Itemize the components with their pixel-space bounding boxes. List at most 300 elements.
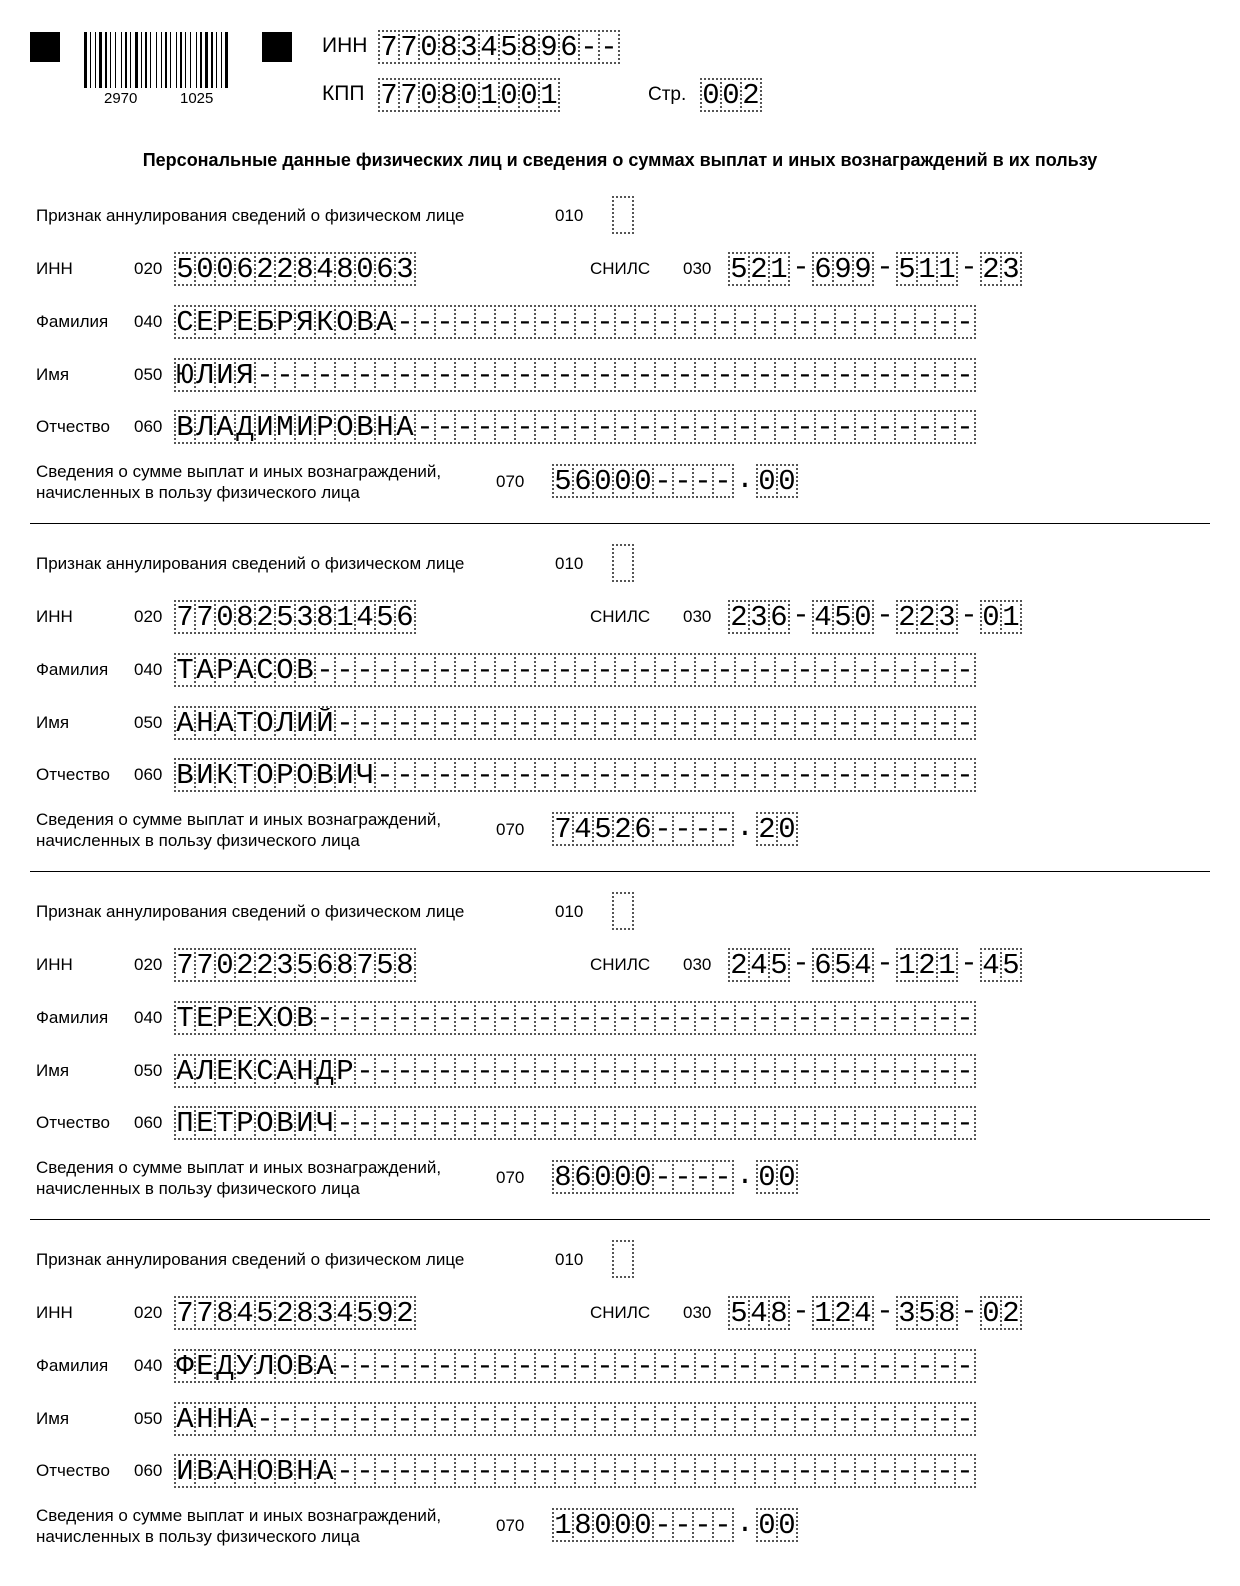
person-3-firstname-cell[interactable]: -	[814, 1054, 836, 1088]
person-4-lastname-cell[interactable]: -	[494, 1349, 516, 1383]
person-1-lastname-cell[interactable]: -	[634, 305, 656, 339]
person-3-patronymic-cell[interactable]: О	[254, 1106, 276, 1140]
person-2-lastname-cell[interactable]: -	[314, 653, 336, 687]
person-4-firstname-cell[interactable]: -	[354, 1402, 376, 1436]
header-inn-cell[interactable]: 3	[458, 30, 480, 64]
person-2-patronymic-cell[interactable]: -	[894, 758, 916, 792]
person-2-inn-cell[interactable]: 8	[314, 600, 336, 634]
person-1-snils-cell[interactable]: 9	[852, 252, 874, 286]
person-3-inn-cell[interactable]: 5	[374, 948, 396, 982]
person-3-patronymic-cell[interactable]: -	[554, 1106, 576, 1140]
person-4-firstname-cell[interactable]: -	[394, 1402, 416, 1436]
person-1-lastname-cell[interactable]: Р	[274, 305, 296, 339]
person-2-lastname-cell[interactable]: -	[354, 653, 376, 687]
person-2-lastname-cell[interactable]: А	[194, 653, 216, 687]
person-4-firstname-cell[interactable]: -	[614, 1402, 636, 1436]
person-3-firstname-cell[interactable]: Р	[334, 1054, 356, 1088]
person-2-patronymic-cell[interactable]: В	[174, 758, 196, 792]
person-1-snils-cell[interactable]: 1	[916, 252, 938, 286]
person-1-patronymic-cell[interactable]: Н	[374, 410, 396, 444]
person-2-snils-cell[interactable]: 6	[768, 600, 790, 634]
person-1-lastname-cell[interactable]: -	[614, 305, 636, 339]
person-1-patronymic-cell[interactable]: И	[254, 410, 276, 444]
person-3-patronymic-cell[interactable]: -	[694, 1106, 716, 1140]
person-2-inn-cell[interactable]: 4	[354, 600, 376, 634]
person-4-firstname-cell[interactable]: -	[634, 1402, 656, 1436]
person-4-firstname-cell[interactable]: -	[274, 1402, 296, 1436]
person-4-firstname-cell[interactable]: -	[894, 1402, 916, 1436]
header-inn-cell[interactable]: 8	[438, 30, 460, 64]
person-1-amount-int-cell[interactable]: -	[672, 464, 694, 498]
person-4-amount-int-cell[interactable]: 1	[552, 1508, 574, 1542]
person-3-lastname-cell[interactable]: -	[594, 1001, 616, 1035]
person-4-patronymic-cell[interactable]: -	[474, 1454, 496, 1488]
person-1-patronymic-cell[interactable]: -	[834, 410, 856, 444]
person-2-firstname-cell[interactable]: -	[434, 706, 456, 740]
person-3-patronymic-cell[interactable]: -	[634, 1106, 656, 1140]
person-1-amount-int-cell[interactable]: -	[652, 464, 674, 498]
person-1-patronymic-cell[interactable]: -	[854, 410, 876, 444]
header-inn-cell[interactable]: 7	[398, 30, 420, 64]
person-2-lastname-cell[interactable]: -	[434, 653, 456, 687]
person-3-patronymic-cell[interactable]: -	[434, 1106, 456, 1140]
person-3-lastname-cell[interactable]: Е	[194, 1001, 216, 1035]
person-3-lastname-cell[interactable]: -	[674, 1001, 696, 1035]
person-4-firstname-cell[interactable]: -	[334, 1402, 356, 1436]
person-2-firstname-cell[interactable]: -	[954, 706, 976, 740]
person-2-patronymic-cell[interactable]: -	[494, 758, 516, 792]
person-2-snils-cell[interactable]: 3	[748, 600, 770, 634]
person-4-lastname-cell[interactable]: -	[474, 1349, 496, 1383]
person-3-lastname-cell[interactable]: -	[514, 1001, 536, 1035]
person-3-patronymic-cell[interactable]: И	[294, 1106, 316, 1140]
person-1-firstname-cell[interactable]: -	[394, 358, 416, 392]
person-2-firstname-cell[interactable]: -	[774, 706, 796, 740]
person-4-firstname-cell[interactable]: -	[794, 1402, 816, 1436]
person-1-lastname-cell[interactable]: -	[954, 305, 976, 339]
person-1-patronymic-cell[interactable]: -	[594, 410, 616, 444]
person-3-amount-int-cell[interactable]: -	[712, 1160, 734, 1194]
person-4-patronymic-cell[interactable]: -	[514, 1454, 536, 1488]
person-4-patronymic-cell[interactable]: -	[834, 1454, 856, 1488]
person-2-patronymic-cell[interactable]: -	[374, 758, 396, 792]
person-2-patronymic-cell[interactable]: -	[914, 758, 936, 792]
person-2-patronymic-cell[interactable]: -	[854, 758, 876, 792]
person-3-firstname-cell[interactable]: -	[774, 1054, 796, 1088]
person-1-patronymic-cell[interactable]: -	[754, 410, 776, 444]
person-3-firstname-cell[interactable]: С	[254, 1054, 276, 1088]
person-3-firstname-cell[interactable]: -	[834, 1054, 856, 1088]
person-1-patronymic-cell[interactable]: -	[534, 410, 556, 444]
person-3-lastname-cell[interactable]: -	[474, 1001, 496, 1035]
person-1-lastname-cell[interactable]: А	[374, 305, 396, 339]
person-3-snils-cell[interactable]: 5	[1000, 948, 1022, 982]
person-2-lastname-cell[interactable]: -	[334, 653, 356, 687]
person-3-lastname-cell[interactable]: -	[554, 1001, 576, 1035]
person-1-patronymic-cell[interactable]: -	[614, 410, 636, 444]
person-4-patronymic-cell[interactable]: В	[194, 1454, 216, 1488]
person-3-annul-cell[interactable]	[612, 892, 634, 930]
person-3-lastname-cell[interactable]: -	[634, 1001, 656, 1035]
header-inn-cell[interactable]: 9	[538, 30, 560, 64]
person-4-firstname-cell[interactable]: А	[174, 1402, 196, 1436]
person-3-lastname-cell[interactable]: -	[874, 1001, 896, 1035]
person-2-lastname-cell[interactable]: А	[234, 653, 256, 687]
person-3-firstname-cell[interactable]: А	[174, 1054, 196, 1088]
person-4-amount-int-cell[interactable]: 0	[612, 1508, 634, 1542]
person-1-firstname-cell[interactable]: -	[494, 358, 516, 392]
person-2-lastname-cell[interactable]: -	[654, 653, 676, 687]
person-2-patronymic-cell[interactable]: -	[614, 758, 636, 792]
person-4-lastname-cell[interactable]: -	[774, 1349, 796, 1383]
person-2-firstname-cell[interactable]: -	[834, 706, 856, 740]
person-3-firstname-cell[interactable]: -	[374, 1054, 396, 1088]
person-1-snils-cell[interactable]: 2	[748, 252, 770, 286]
person-2-patronymic-cell[interactable]: -	[394, 758, 416, 792]
person-4-patronymic-cell[interactable]: В	[274, 1454, 296, 1488]
person-1-lastname-cell[interactable]: -	[654, 305, 676, 339]
person-4-firstname-cell[interactable]: -	[854, 1402, 876, 1436]
person-4-patronymic-cell[interactable]: -	[714, 1454, 736, 1488]
person-1-firstname-cell[interactable]: -	[654, 358, 676, 392]
person-4-snils-cell[interactable]: 8	[768, 1296, 790, 1330]
person-3-lastname-cell[interactable]: -	[654, 1001, 676, 1035]
person-4-lastname-cell[interactable]: -	[374, 1349, 396, 1383]
person-3-snils-cell[interactable]: 5	[768, 948, 790, 982]
person-4-firstname-cell[interactable]: -	[374, 1402, 396, 1436]
person-2-patronymic-cell[interactable]: -	[714, 758, 736, 792]
person-4-firstname-cell[interactable]: -	[914, 1402, 936, 1436]
person-1-lastname-cell[interactable]: Е	[234, 305, 256, 339]
person-2-inn-cell[interactable]: 7	[194, 600, 216, 634]
person-2-patronymic-cell[interactable]: -	[434, 758, 456, 792]
person-2-firstname-cell[interactable]: -	[614, 706, 636, 740]
person-3-inn-cell[interactable]: 0	[214, 948, 236, 982]
person-2-patronymic-cell[interactable]: -	[454, 758, 476, 792]
person-4-patronymic-cell[interactable]: -	[354, 1454, 376, 1488]
person-3-patronymic-cell[interactable]: П	[174, 1106, 196, 1140]
person-4-patronymic-cell[interactable]: -	[594, 1454, 616, 1488]
person-2-firstname-cell[interactable]: -	[674, 706, 696, 740]
person-1-snils-cell[interactable]: 2	[980, 252, 1002, 286]
person-4-inn-cell[interactable]: 5	[354, 1296, 376, 1330]
person-2-lastname-cell[interactable]: -	[714, 653, 736, 687]
person-4-amount-int-cell[interactable]: 0	[632, 1508, 654, 1542]
person-1-firstname-cell[interactable]: -	[534, 358, 556, 392]
person-1-patronymic-cell[interactable]: -	[794, 410, 816, 444]
person-2-lastname-cell[interactable]: О	[274, 653, 296, 687]
person-4-snils-cell[interactable]: 0	[980, 1296, 1002, 1330]
person-2-firstname-cell[interactable]: -	[394, 706, 416, 740]
person-2-lastname-cell[interactable]: -	[694, 653, 716, 687]
person-4-amount-int-cell[interactable]: -	[712, 1508, 734, 1542]
person-1-inn-cell[interactable]: 0	[354, 252, 376, 286]
header-page-cell[interactable]: 2	[740, 78, 762, 112]
person-3-patronymic-cell[interactable]: -	[574, 1106, 596, 1140]
person-2-snils-cell[interactable]: 2	[916, 600, 938, 634]
person-3-lastname-cell[interactable]: -	[434, 1001, 456, 1035]
person-4-lastname-cell[interactable]: -	[794, 1349, 816, 1383]
person-4-lastname-cell[interactable]: -	[634, 1349, 656, 1383]
person-2-patronymic-cell[interactable]: К	[214, 758, 236, 792]
person-3-firstname-cell[interactable]: -	[954, 1054, 976, 1088]
person-3-firstname-cell[interactable]: -	[694, 1054, 716, 1088]
person-3-lastname-cell[interactable]: -	[774, 1001, 796, 1035]
person-4-snils-cell[interactable]: 5	[728, 1296, 750, 1330]
person-3-firstname-cell[interactable]: -	[934, 1054, 956, 1088]
person-2-firstname-cell[interactable]: -	[534, 706, 556, 740]
person-4-lastname-cell[interactable]: О	[274, 1349, 296, 1383]
person-4-patronymic-cell[interactable]: -	[674, 1454, 696, 1488]
person-4-firstname-cell[interactable]: Н	[214, 1402, 236, 1436]
person-3-amount-int-cell[interactable]: -	[652, 1160, 674, 1194]
person-3-firstname-cell[interactable]: -	[534, 1054, 556, 1088]
person-4-patronymic-cell[interactable]: -	[394, 1454, 416, 1488]
person-4-firstname-cell[interactable]: -	[834, 1402, 856, 1436]
person-2-firstname-cell[interactable]: -	[494, 706, 516, 740]
person-2-snils-cell[interactable]: 2	[896, 600, 918, 634]
person-1-firstname-cell[interactable]: -	[374, 358, 396, 392]
person-3-inn-cell[interactable]: 7	[174, 948, 196, 982]
person-2-amount-int-cell[interactable]: 5	[592, 812, 614, 846]
person-2-firstname-cell[interactable]: -	[454, 706, 476, 740]
person-2-firstname-cell[interactable]: -	[754, 706, 776, 740]
person-1-amount-int-cell[interactable]: 0	[592, 464, 614, 498]
person-1-lastname-cell[interactable]: В	[354, 305, 376, 339]
person-2-lastname-cell[interactable]: -	[614, 653, 636, 687]
person-1-patronymic-cell[interactable]: -	[774, 410, 796, 444]
person-1-lastname-cell[interactable]: -	[514, 305, 536, 339]
person-4-patronymic-cell[interactable]: -	[874, 1454, 896, 1488]
person-4-patronymic-cell[interactable]: -	[434, 1454, 456, 1488]
person-1-inn-cell[interactable]: 3	[394, 252, 416, 286]
person-2-lastname-cell[interactable]: -	[634, 653, 656, 687]
person-1-lastname-cell[interactable]: -	[454, 305, 476, 339]
person-2-firstname-cell[interactable]: А	[174, 706, 196, 740]
person-1-firstname-cell[interactable]: -	[334, 358, 356, 392]
person-1-patronymic-cell[interactable]: -	[474, 410, 496, 444]
person-1-inn-cell[interactable]: 8	[294, 252, 316, 286]
header-kpp-cell[interactable]: 0	[418, 78, 440, 112]
person-3-patronymic-cell[interactable]: -	[374, 1106, 396, 1140]
person-2-firstname-cell[interactable]: -	[514, 706, 536, 740]
person-3-lastname-cell[interactable]: -	[494, 1001, 516, 1035]
header-inn-cell[interactable]: 0	[418, 30, 440, 64]
person-1-firstname-cell[interactable]: -	[874, 358, 896, 392]
person-1-lastname-cell[interactable]: -	[834, 305, 856, 339]
person-4-patronymic-cell[interactable]: -	[694, 1454, 716, 1488]
person-4-patronymic-cell[interactable]: -	[554, 1454, 576, 1488]
person-1-lastname-cell[interactable]: С	[174, 305, 196, 339]
person-4-patronymic-cell[interactable]: А	[214, 1454, 236, 1488]
person-1-patronymic-cell[interactable]: -	[634, 410, 656, 444]
person-4-inn-cell[interactable]: 8	[294, 1296, 316, 1330]
person-1-patronymic-cell[interactable]: -	[674, 410, 696, 444]
person-3-patronymic-cell[interactable]: -	[734, 1106, 756, 1140]
person-3-patronymic-cell[interactable]: -	[654, 1106, 676, 1140]
person-4-snils-cell[interactable]: 5	[916, 1296, 938, 1330]
person-4-lastname-cell[interactable]: -	[654, 1349, 676, 1383]
person-4-firstname-cell[interactable]: -	[734, 1402, 756, 1436]
person-3-patronymic-cell[interactable]: В	[274, 1106, 296, 1140]
person-3-snils-cell[interactable]: 1	[936, 948, 958, 982]
person-1-patronymic-cell[interactable]: -	[454, 410, 476, 444]
person-2-patronymic-cell[interactable]: -	[534, 758, 556, 792]
person-1-patronymic-cell[interactable]: -	[714, 410, 736, 444]
person-4-firstname-cell[interactable]: -	[414, 1402, 436, 1436]
person-1-inn-cell[interactable]: 2	[274, 252, 296, 286]
person-2-inn-cell[interactable]: 3	[294, 600, 316, 634]
person-4-lastname-cell[interactable]: -	[514, 1349, 536, 1383]
person-1-firstname-cell[interactable]: -	[514, 358, 536, 392]
person-1-lastname-cell[interactable]: -	[814, 305, 836, 339]
person-4-inn-cell[interactable]: 4	[334, 1296, 356, 1330]
person-3-inn-cell[interactable]: 2	[254, 948, 276, 982]
person-1-firstname-cell[interactable]: -	[814, 358, 836, 392]
person-4-lastname-cell[interactable]: Д	[214, 1349, 236, 1383]
person-4-firstname-cell[interactable]: -	[434, 1402, 456, 1436]
person-1-lastname-cell[interactable]: -	[754, 305, 776, 339]
person-1-amount-int-cell[interactable]: -	[692, 464, 714, 498]
person-1-firstname-cell[interactable]: Ю	[174, 358, 196, 392]
person-3-patronymic-cell[interactable]: -	[534, 1106, 556, 1140]
person-1-lastname-cell[interactable]: -	[494, 305, 516, 339]
person-1-patronymic-cell[interactable]: -	[514, 410, 536, 444]
person-3-amount-int-cell[interactable]: 6	[572, 1160, 594, 1194]
header-inn-cell[interactable]: 5	[498, 30, 520, 64]
person-3-patronymic-cell[interactable]: Р	[234, 1106, 256, 1140]
person-1-lastname-cell[interactable]: -	[554, 305, 576, 339]
person-2-patronymic-cell[interactable]: -	[634, 758, 656, 792]
person-3-firstname-cell[interactable]: -	[854, 1054, 876, 1088]
person-2-amount-int-cell[interactable]: -	[672, 812, 694, 846]
person-4-patronymic-cell[interactable]: -	[894, 1454, 916, 1488]
person-1-lastname-cell[interactable]: -	[474, 305, 496, 339]
person-2-lastname-cell[interactable]: Р	[214, 653, 236, 687]
person-1-lastname-cell[interactable]: К	[314, 305, 336, 339]
person-3-lastname-cell[interactable]: -	[854, 1001, 876, 1035]
person-1-patronymic-cell[interactable]: -	[814, 410, 836, 444]
person-1-firstname-cell[interactable]: -	[294, 358, 316, 392]
person-3-lastname-cell[interactable]: -	[574, 1001, 596, 1035]
person-2-patronymic-cell[interactable]: -	[514, 758, 536, 792]
person-4-firstname-cell[interactable]: -	[954, 1402, 976, 1436]
person-1-patronymic-cell[interactable]: -	[694, 410, 716, 444]
person-4-lastname-cell[interactable]: -	[874, 1349, 896, 1383]
person-3-firstname-cell[interactable]: -	[474, 1054, 496, 1088]
person-2-lastname-cell[interactable]: -	[794, 653, 816, 687]
person-4-amount-int-cell[interactable]: 8	[572, 1508, 594, 1542]
person-1-inn-cell[interactable]: 6	[234, 252, 256, 286]
person-4-patronymic-cell[interactable]: -	[734, 1454, 756, 1488]
person-2-firstname-cell[interactable]: -	[714, 706, 736, 740]
person-2-snils-cell[interactable]: 2	[728, 600, 750, 634]
person-4-firstname-cell[interactable]: -	[514, 1402, 536, 1436]
person-3-patronymic-cell[interactable]: -	[334, 1106, 356, 1140]
person-3-patronymic-cell[interactable]: -	[394, 1106, 416, 1140]
person-3-firstname-cell[interactable]: -	[574, 1054, 596, 1088]
person-3-firstname-cell[interactable]: -	[594, 1054, 616, 1088]
person-3-firstname-cell[interactable]: -	[794, 1054, 816, 1088]
person-1-patronymic-cell[interactable]: -	[654, 410, 676, 444]
person-3-patronymic-cell[interactable]: -	[354, 1106, 376, 1140]
person-2-firstname-cell[interactable]: -	[474, 706, 496, 740]
person-4-inn-cell[interactable]: 4	[234, 1296, 256, 1330]
person-1-lastname-cell[interactable]: -	[874, 305, 896, 339]
person-3-lastname-cell[interactable]: В	[294, 1001, 316, 1035]
person-2-annul-cell[interactable]	[612, 544, 634, 582]
person-1-lastname-cell[interactable]: -	[574, 305, 596, 339]
person-4-lastname-cell[interactable]: -	[954, 1349, 976, 1383]
person-2-patronymic-cell[interactable]: О	[254, 758, 276, 792]
person-1-patronymic-cell[interactable]: -	[494, 410, 516, 444]
person-2-lastname-cell[interactable]: -	[554, 653, 576, 687]
person-4-patronymic-cell[interactable]: -	[774, 1454, 796, 1488]
header-page-cell[interactable]: 0	[720, 78, 742, 112]
person-3-patronymic-cell[interactable]: -	[514, 1106, 536, 1140]
person-4-inn-cell[interactable]: 2	[394, 1296, 416, 1330]
person-1-firstname-cell[interactable]: -	[634, 358, 656, 392]
person-1-firstname-cell[interactable]: -	[734, 358, 756, 392]
person-4-lastname-cell[interactable]: -	[414, 1349, 436, 1383]
person-1-lastname-cell[interactable]: -	[594, 305, 616, 339]
person-1-lastname-cell[interactable]: Б	[254, 305, 276, 339]
person-3-amount-int-cell[interactable]: 0	[612, 1160, 634, 1194]
person-4-patronymic-cell[interactable]: -	[614, 1454, 636, 1488]
person-1-lastname-cell[interactable]: -	[774, 305, 796, 339]
person-1-lastname-cell[interactable]: -	[434, 305, 456, 339]
person-4-lastname-cell[interactable]: Л	[254, 1349, 276, 1383]
person-3-inn-cell[interactable]: 8	[334, 948, 356, 982]
person-3-lastname-cell[interactable]: -	[314, 1001, 336, 1035]
person-2-inn-cell[interactable]: 2	[254, 600, 276, 634]
person-1-firstname-cell[interactable]: -	[574, 358, 596, 392]
person-4-patronymic-cell[interactable]: И	[174, 1454, 196, 1488]
person-2-snils-cell[interactable]: 3	[936, 600, 958, 634]
person-3-lastname-cell[interactable]: Х	[254, 1001, 276, 1035]
person-4-patronymic-cell[interactable]: О	[254, 1454, 276, 1488]
person-3-patronymic-cell[interactable]: Е	[194, 1106, 216, 1140]
person-1-amount-int-cell[interactable]: 0	[612, 464, 634, 498]
person-4-inn-cell[interactable]: 2	[274, 1296, 296, 1330]
person-4-inn-cell[interactable]: 7	[174, 1296, 196, 1330]
person-3-snils-cell[interactable]: 5	[832, 948, 854, 982]
person-4-lastname-cell[interactable]: А	[314, 1349, 336, 1383]
person-3-inn-cell[interactable]: 8	[394, 948, 416, 982]
person-4-amount-int-cell[interactable]: -	[692, 1508, 714, 1542]
person-4-patronymic-cell[interactable]: -	[754, 1454, 776, 1488]
person-3-lastname-cell[interactable]: -	[394, 1001, 416, 1035]
person-1-lastname-cell[interactable]: -	[914, 305, 936, 339]
person-1-firstname-cell[interactable]: -	[774, 358, 796, 392]
person-1-firstname-cell[interactable]: -	[414, 358, 436, 392]
person-4-snils-cell[interactable]: 3	[896, 1296, 918, 1330]
person-2-patronymic-cell[interactable]: -	[754, 758, 776, 792]
person-3-patronymic-cell[interactable]: -	[674, 1106, 696, 1140]
person-3-patronymic-cell[interactable]: -	[594, 1106, 616, 1140]
person-3-lastname-cell[interactable]: -	[334, 1001, 356, 1035]
person-2-lastname-cell[interactable]: -	[954, 653, 976, 687]
person-3-lastname-cell[interactable]: -	[894, 1001, 916, 1035]
person-4-amount-dec-cell[interactable]: 0	[756, 1508, 778, 1542]
person-2-lastname-cell[interactable]: Т	[174, 653, 196, 687]
person-4-firstname-cell[interactable]: -	[494, 1402, 516, 1436]
person-2-lastname-cell[interactable]: -	[774, 653, 796, 687]
person-3-firstname-cell[interactable]: -	[354, 1054, 376, 1088]
person-3-amount-int-cell[interactable]: 0	[632, 1160, 654, 1194]
person-3-firstname-cell[interactable]: Е	[214, 1054, 236, 1088]
person-2-lastname-cell[interactable]: -	[674, 653, 696, 687]
